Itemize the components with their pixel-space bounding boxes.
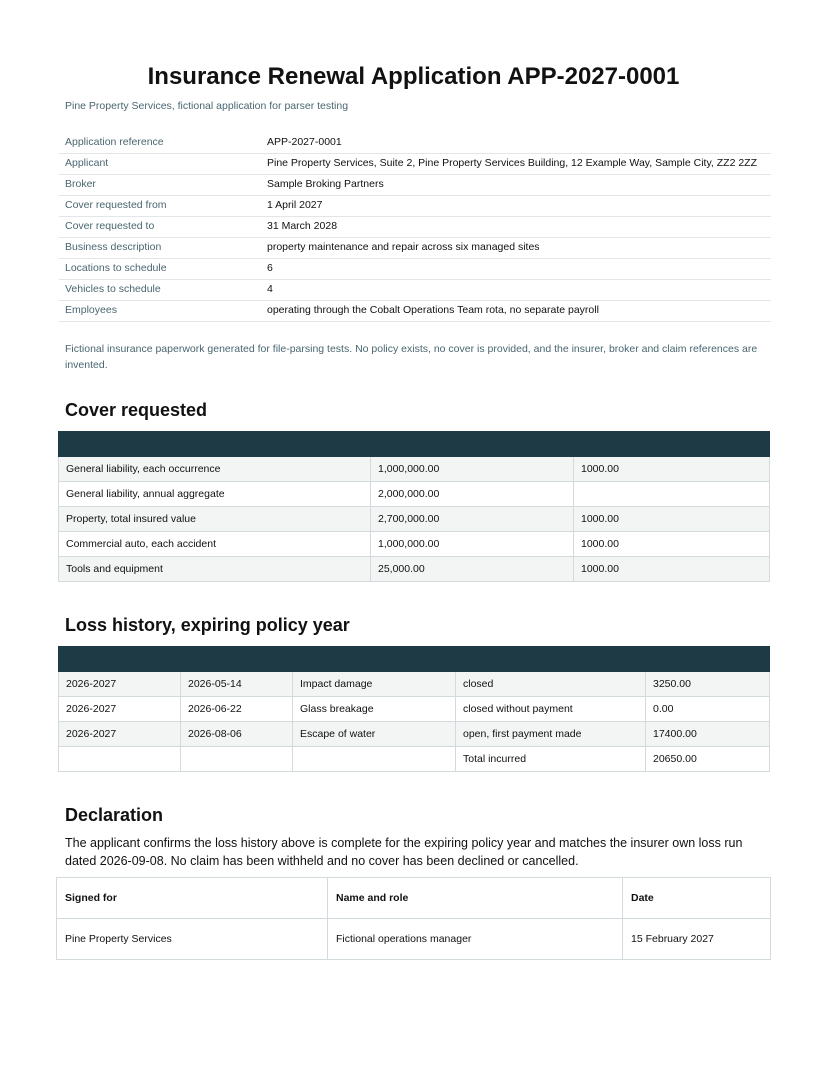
loss-cell: closed xyxy=(456,672,646,697)
loss-cell: 17400.00 xyxy=(646,722,770,747)
loss-cell xyxy=(59,747,181,772)
detail-row xyxy=(59,301,771,322)
cover-cell: 1000.00 xyxy=(574,557,770,582)
loss-cell: Escape of water xyxy=(293,722,456,747)
loss-header-row xyxy=(59,647,770,672)
loss-header-cell: Incurred USD xyxy=(646,647,770,672)
loss-cell: Impact damage xyxy=(293,672,456,697)
detail-label: Locations to schedule xyxy=(59,259,261,280)
detail-value: property maintenance and repair across six managed sites xyxy=(261,238,771,259)
detail-value: Pine Property Services, Suite 2, Pine Property Services Building, 12 Example Way, Sample City, ZZ2 2ZZ xyxy=(261,154,771,175)
cover-cell: Tools and equipment xyxy=(59,557,371,582)
signature-header-cell: Date xyxy=(623,878,771,919)
cover-cell: General liability, annual aggregate xyxy=(59,482,371,507)
detail-label: Cover requested from xyxy=(59,196,261,217)
loss-total-label: Total incurred xyxy=(456,747,646,772)
signature-date-value: 15 February 2027 xyxy=(623,919,771,960)
detail-row xyxy=(59,133,771,154)
cover-row xyxy=(59,532,770,557)
detail-row xyxy=(59,238,771,259)
loss-header-cell: Loss date xyxy=(181,647,293,672)
loss-cell xyxy=(293,747,456,772)
loss-header-cell: Peril xyxy=(293,647,456,672)
signature-header-cell: Name and role xyxy=(328,878,623,919)
loss-row xyxy=(59,672,770,697)
loss-cell: 2026-08-06 xyxy=(181,722,293,747)
loss-history-heading: Loss history, expiring policy year xyxy=(65,615,350,635)
signature-table xyxy=(56,877,771,960)
cover-cell: 1000.00 xyxy=(574,457,770,482)
loss-cell: 2026-2027 xyxy=(59,697,181,722)
detail-label: Application reference xyxy=(59,133,261,154)
disclaimer-note: Fictional insurance paperwork generated for file-parsing tests. No policy exists, no cover is provided, and the insurer, broker and claim references are invented. xyxy=(65,343,758,371)
cover-cell: General liability, each occurrence xyxy=(59,457,371,482)
loss-cell: 2026-2027 xyxy=(59,672,181,697)
cover-heading: Cover requested xyxy=(65,400,208,420)
cover-cell: Property, total insured value xyxy=(59,507,371,532)
declaration-text: The applicant confirms the loss history above is complete for the expiring policy year and matches the insurer own loss run dated 2026-09-08. No claim has been withheld and no cover has been declined or cancelled. xyxy=(65,836,743,868)
cover-header-cell: Deductible requested USD xyxy=(574,432,770,457)
cover-row xyxy=(59,557,770,582)
loss-cell: 0.00 xyxy=(646,697,770,722)
declaration-heading: Declaration xyxy=(65,805,164,825)
loss-cell xyxy=(181,747,293,772)
cover-cell: 1000.00 xyxy=(574,532,770,557)
cover-cell: 2,700,000.00 xyxy=(371,507,574,532)
cover-table xyxy=(58,431,770,582)
name-and-role-value: Fictional operations manager xyxy=(328,919,623,960)
signature-row xyxy=(57,919,771,960)
detail-label: Applicant xyxy=(59,154,261,175)
loss-row xyxy=(59,722,770,747)
loss-total-value: 20650.00 xyxy=(646,747,770,772)
loss-history-table xyxy=(58,646,770,772)
detail-label: Vehicles to schedule xyxy=(59,280,261,301)
cover-cell: Commercial auto, each accident xyxy=(59,532,371,557)
signature-header-row xyxy=(57,878,771,919)
detail-value: Sample Broking Partners xyxy=(261,175,771,196)
detail-value: 4 xyxy=(261,280,771,301)
loss-cell: open, first payment made xyxy=(456,722,646,747)
detail-value: 1 April 2027 xyxy=(261,196,771,217)
detail-label: Employees xyxy=(59,301,261,322)
cover-cell: 2,000,000.00 xyxy=(371,482,574,507)
cover-header-row xyxy=(59,432,770,457)
cover-row xyxy=(59,507,770,532)
cover-cell xyxy=(574,482,770,507)
detail-label: Cover requested to xyxy=(59,217,261,238)
detail-row xyxy=(59,154,771,175)
detail-label: Business description xyxy=(59,238,261,259)
loss-cell: 2026-05-14 xyxy=(181,672,293,697)
cover-row xyxy=(59,482,770,507)
cover-cell: 25,000.00 xyxy=(371,557,574,582)
loss-row xyxy=(59,697,770,722)
page-subtitle: Pine Property Services, fictional application for parser testing xyxy=(65,100,349,112)
detail-row xyxy=(59,280,771,301)
page-title: Insurance Renewal Application APP-2027-0001 xyxy=(147,63,680,90)
loss-header-cell: Claim xyxy=(59,647,181,672)
detail-value: 6 xyxy=(261,259,771,280)
detail-value: 31 March 2028 xyxy=(261,217,771,238)
cover-cell: 1,000,000.00 xyxy=(371,532,574,557)
detail-label: Broker xyxy=(59,175,261,196)
cover-header-cell: Coverage xyxy=(59,432,371,457)
detail-value: APP-2027-0001 xyxy=(261,133,771,154)
signed-for-value: Pine Property Services xyxy=(57,919,328,960)
loss-total-row xyxy=(59,747,770,772)
loss-cell: Glass breakage xyxy=(293,697,456,722)
loss-header-cell: Status xyxy=(456,647,646,672)
loss-cell: 2026-2027 xyxy=(59,722,181,747)
loss-cell: closed without payment xyxy=(456,697,646,722)
detail-row xyxy=(59,175,771,196)
application-details-table xyxy=(59,133,771,322)
detail-row xyxy=(59,217,771,238)
cover-cell: 1000.00 xyxy=(574,507,770,532)
loss-cell: 3250.00 xyxy=(646,672,770,697)
detail-row xyxy=(59,196,771,217)
detail-row xyxy=(59,259,771,280)
detail-value: operating through the Cobalt Operations Team rota, no separate payroll xyxy=(261,301,771,322)
cover-cell: 1,000,000.00 xyxy=(371,457,574,482)
loss-cell: 2026-06-22 xyxy=(181,697,293,722)
cover-header-cell: Limit requested USD xyxy=(371,432,574,457)
signature-header-cell: Signed for xyxy=(57,878,328,919)
cover-row xyxy=(59,457,770,482)
